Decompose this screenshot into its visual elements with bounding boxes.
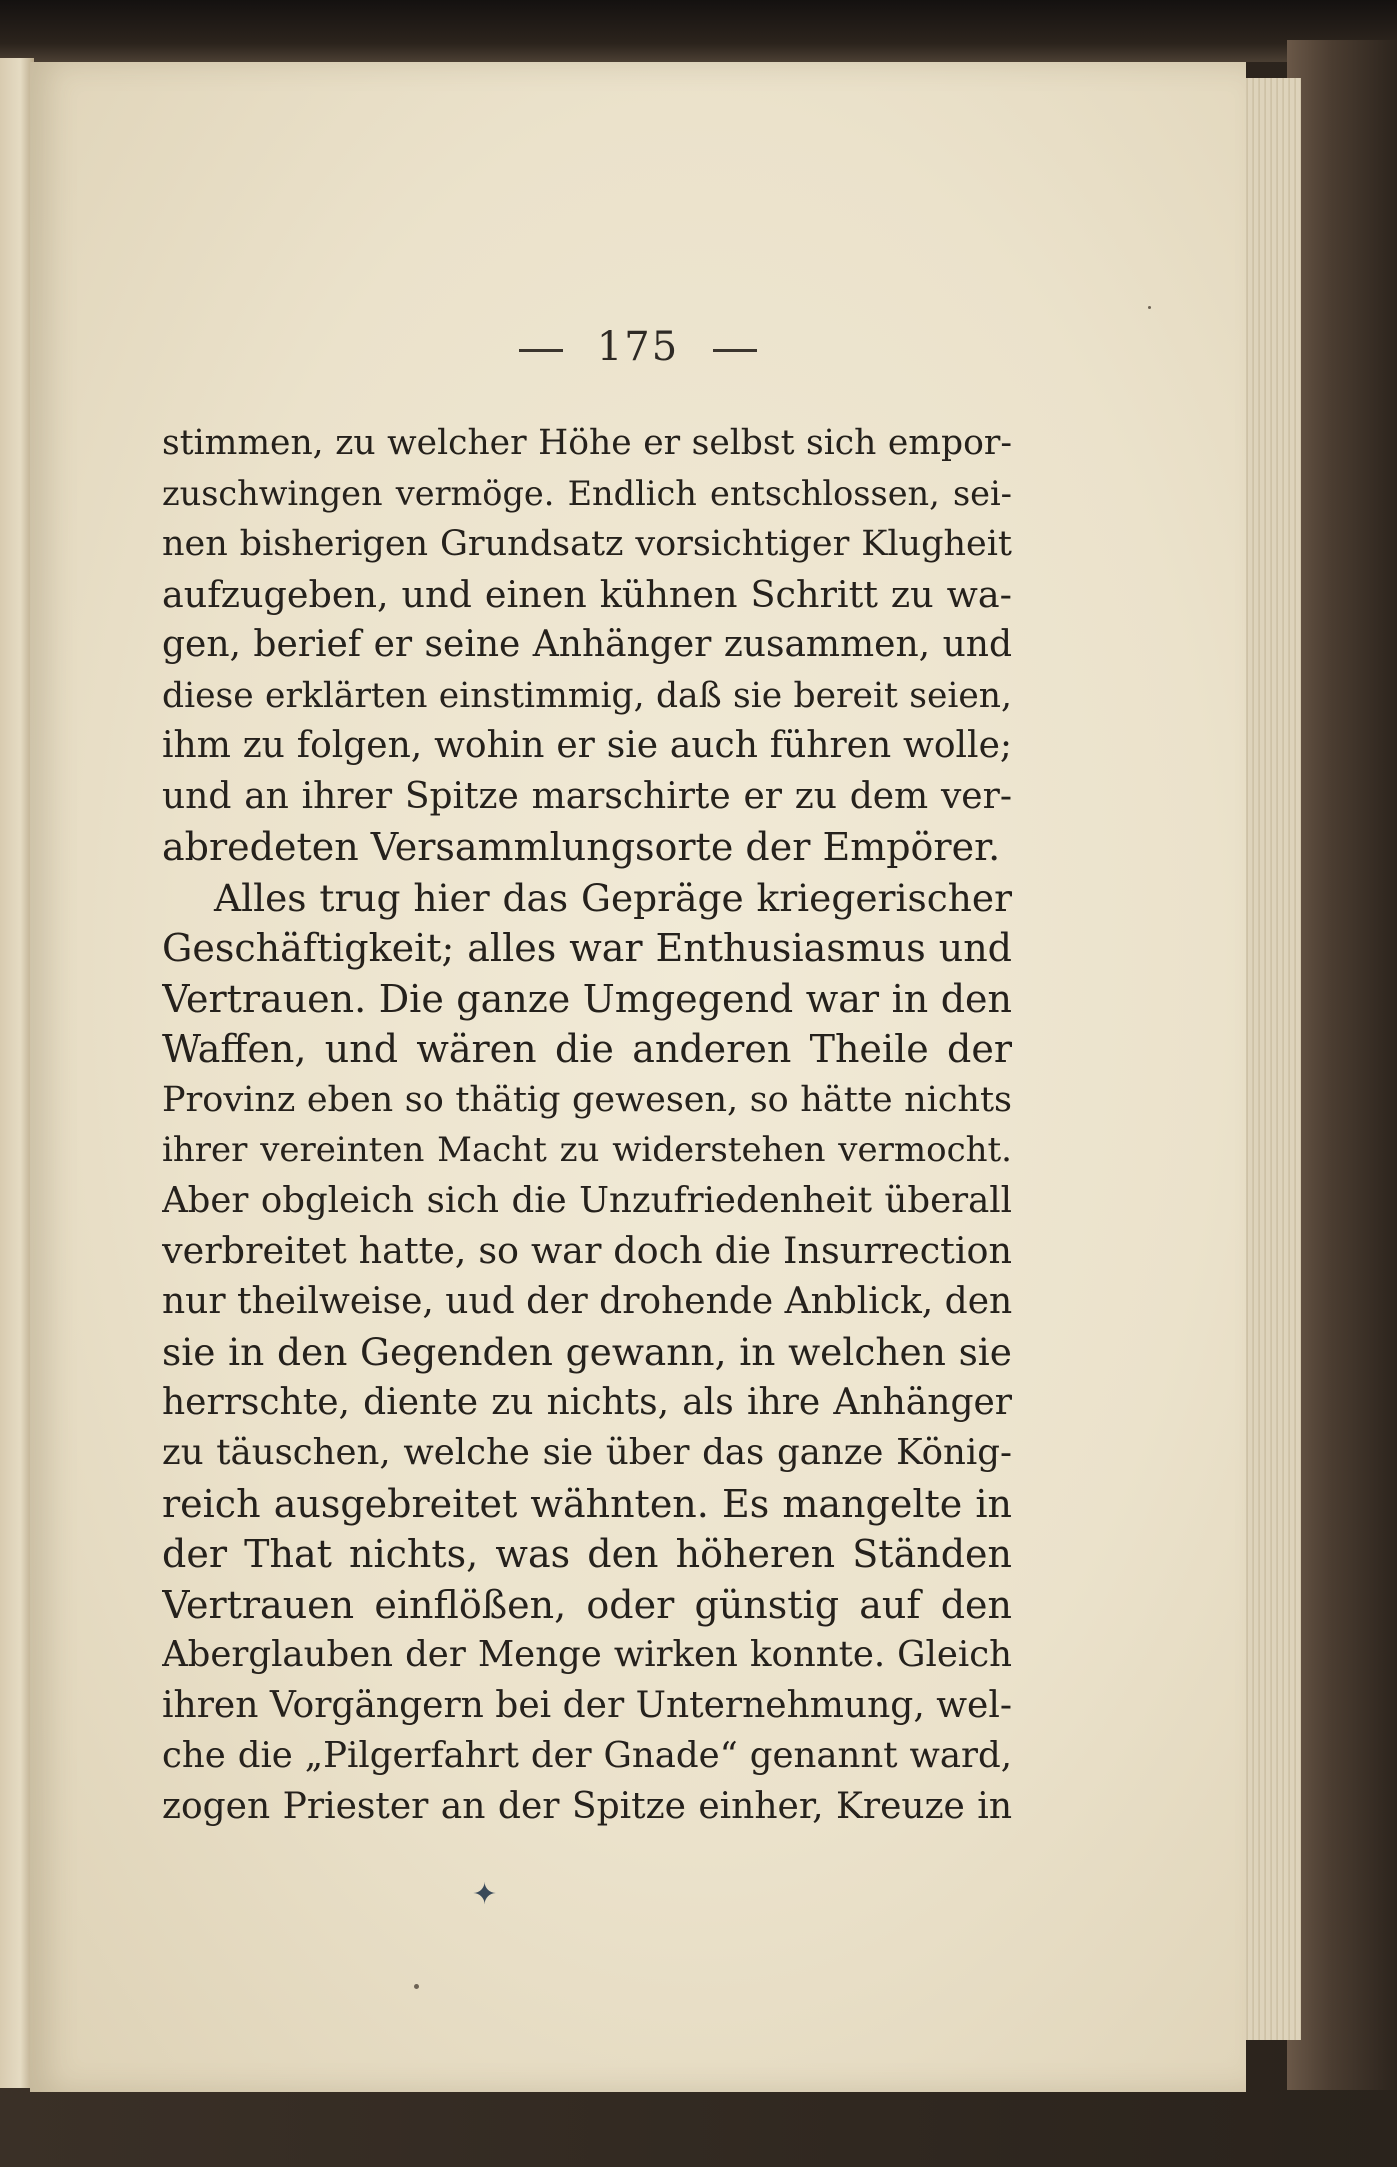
text-line: Vertrauen. Die ganze Umgegend war in den (162, 976, 1012, 1021)
text-line: verbreitet hatte, so war doch die Insurrection (162, 1229, 1012, 1272)
text-line: ihrer vereinten Macht zu widerstehen vermocht. (162, 1130, 1012, 1170)
text-line: Aberglauben der Menge wirken konnte. Gleich (162, 1634, 1012, 1675)
page-stack-edge (1242, 78, 1301, 2040)
body-text (162, 418, 1012, 1832)
text-line: der That nichts, was den höheren Ständen (162, 1532, 1012, 1576)
header-dash-left (519, 349, 563, 352)
text-line: ihren Vorgängern bei der Unternehmung, wel- (162, 1684, 1012, 1726)
text-line: zu täuschen, welche sie über das ganze König- (162, 1432, 1012, 1473)
text-line: abredeten Versammlungsorte der Empörer. (162, 825, 1001, 869)
text-line: stimmen, zu welcher Höhe er selbst sich empor- (162, 423, 1012, 463)
text-line: reich ausgebreitet wähnten. Es mangelte in (162, 1481, 1012, 1526)
text-line: Geschäftigkeit; alles war Enthusiasmus und (162, 926, 1012, 970)
text-line: diese erklärten einstimmig, daß sie bereit seien, (162, 675, 1012, 716)
text-line: sie in den Gegenden gewann, in welchen sie (162, 1330, 1012, 1374)
text-line: und an ihrer Spitze marschirte er zu dem ver- (162, 775, 1012, 817)
text-line: Provinz eben so thätig gewesen, so hätte nichts (162, 1079, 1012, 1120)
text-line: zogen Priester an der Spitze einher, Kreuze in (162, 1785, 1012, 1827)
book-cover-edge (1287, 40, 1397, 2090)
text-line: Vertrauen einflößen, oder günstig auf den (162, 1582, 1012, 1627)
header-dash-right (713, 349, 757, 352)
text-line: gen, berief er seine Anhänger zusammen, und (162, 624, 1012, 665)
text-line: Waffen, und wären die anderen Theile der (162, 1027, 1012, 1071)
text-line: nur theilweise, uud der drohende Anblick, den (162, 1280, 1012, 1322)
paper-speck (1148, 306, 1151, 309)
text-line: aufzugeben, und einen kühnen Schritt zu wa- (162, 572, 1012, 616)
previous-page-edge (0, 58, 34, 2088)
ink-blot-mark: ✦ (472, 1877, 498, 1912)
text-line: herrschte, diente zu nichts, als ihre Anhänger (162, 1381, 1012, 1423)
book-page (30, 62, 1246, 2092)
text-line: Alles trug hier das Gepräge kriegerischer (214, 875, 1012, 920)
text-line: nen bisherigen Grundsatz vorsichtiger Klugheit (162, 524, 1012, 564)
text-line: Aber obgleich sich die Unzufriedenheit überall (162, 1179, 1012, 1221)
page-header (30, 324, 1246, 370)
top-binding-edge (0, 0, 1397, 62)
paper-speck (414, 1984, 419, 1989)
text-line: zuschwingen vermöge. Endlich entschlossen, sei- (162, 473, 1012, 513)
page-number: 175 (596, 324, 680, 370)
text-line: ihm zu folgen, wohin er sie auch führen wolle; (162, 725, 1012, 766)
text-line: che die „Pilgerfahrt der Gnade“ genannt ward, (162, 1735, 1012, 1776)
